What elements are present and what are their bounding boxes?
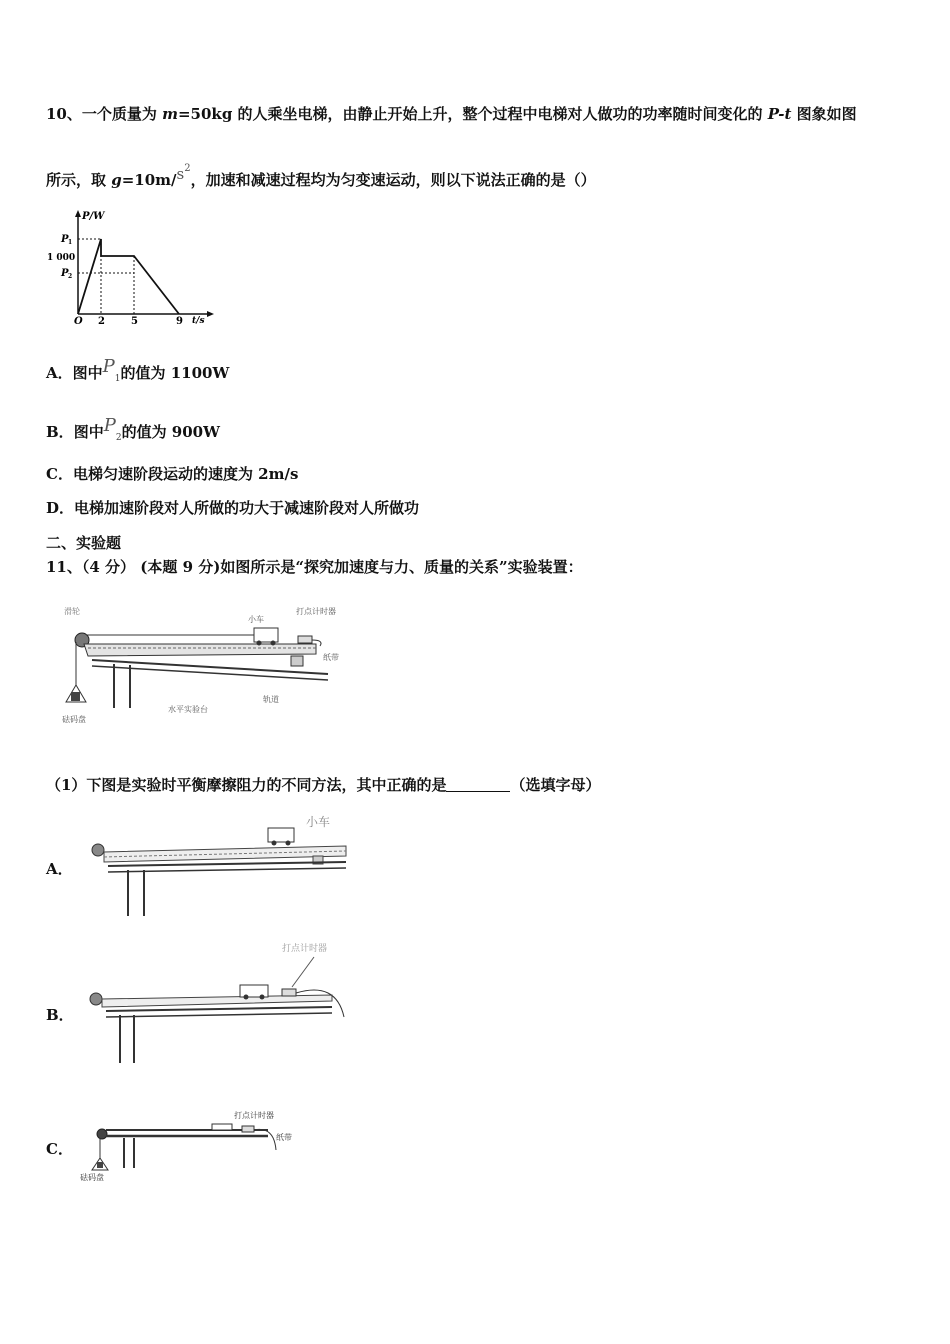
q11-option-c-label: C． bbox=[46, 1140, 73, 1158]
cart-wheel-1 bbox=[272, 841, 277, 846]
y-axis-label: P/W bbox=[82, 211, 105, 222]
tick-5: 5 bbox=[131, 316, 138, 326]
option-b-pre: 图中 bbox=[73, 423, 104, 441]
cart-icon bbox=[254, 628, 278, 642]
pt-graph bbox=[44, 206, 224, 326]
q11-option-a-label: A． bbox=[46, 860, 73, 878]
section-title: 二、实验题 bbox=[46, 534, 122, 552]
option-a-pre: 图中 bbox=[72, 364, 103, 382]
y-axis-arrow bbox=[75, 210, 81, 217]
origin-label: O bbox=[74, 316, 83, 326]
q10-text-e: =10m/ bbox=[121, 171, 177, 189]
label-cart: 小车 bbox=[306, 815, 331, 829]
option-a-post: 的值为 1100W bbox=[120, 364, 230, 382]
answer-blank[interactable] bbox=[446, 777, 510, 792]
option-c-figure bbox=[78, 1104, 308, 1186]
x-axis-arrow bbox=[207, 311, 214, 317]
label-pulley: 滑轮 bbox=[64, 607, 80, 616]
cart-wheel-2 bbox=[260, 995, 265, 1000]
q10-option-c bbox=[46, 463, 298, 484]
cart-wheel-2 bbox=[271, 641, 276, 646]
option-b-var: P bbox=[103, 415, 116, 436]
wedge bbox=[291, 656, 303, 666]
q10-text-c: 图象如图 bbox=[791, 105, 857, 123]
cart-wheel-1 bbox=[257, 641, 262, 646]
label-weight: 砝码盘 bbox=[80, 1173, 104, 1182]
timer-icon bbox=[298, 636, 312, 643]
apparatus-figure bbox=[58, 600, 358, 730]
q10-s-unit: s bbox=[176, 165, 185, 183]
option-b-figure bbox=[86, 935, 366, 1067]
q11-sub1 bbox=[46, 774, 600, 795]
cart-icon bbox=[212, 1124, 232, 1130]
q10-text-f: ，加速和减速过程均为匀变速运动，则以下说法正确的是（） bbox=[190, 171, 596, 189]
option-b-post: 的值为 900W bbox=[121, 423, 220, 441]
cart-wheel-2 bbox=[286, 841, 291, 846]
pulley-icon bbox=[92, 844, 104, 856]
p1-sub: 1 bbox=[68, 239, 73, 246]
q10-mass-var: m bbox=[162, 105, 178, 123]
weight-icon bbox=[71, 692, 80, 701]
q10-pt-var: P-t bbox=[767, 105, 792, 123]
tick-9: 9 bbox=[176, 316, 183, 326]
option-a-var: P bbox=[102, 356, 115, 377]
track bbox=[102, 995, 332, 1007]
q10-option-d bbox=[46, 497, 419, 518]
p2-label: P bbox=[61, 268, 69, 279]
power-curve bbox=[78, 239, 179, 314]
option-c-label: C． bbox=[46, 465, 73, 483]
label-timer: 打点计时器 bbox=[296, 607, 336, 616]
sub1-text-a: （1）下图是实验时平衡摩擦阻力的不同方法，其中正确的是 bbox=[46, 776, 447, 794]
q11-number: 11、 bbox=[46, 558, 82, 576]
bench-top bbox=[108, 862, 346, 866]
option-c-text: 电梯匀速阶段运动的速度为 2m/s bbox=[72, 465, 299, 483]
weight-icon bbox=[97, 1162, 103, 1168]
bench-top-2 bbox=[92, 666, 328, 680]
cart-wheel-1 bbox=[244, 995, 249, 1000]
tick-2: 2 bbox=[98, 316, 105, 326]
p1000-label: 1 000 bbox=[47, 253, 76, 263]
cart-icon bbox=[240, 985, 268, 997]
q11-text: (本题 9 分)如图所示是“探究加速度与力、质量的关系”实验装置： bbox=[135, 558, 583, 576]
label-timer: 打点计时器 bbox=[234, 1111, 274, 1120]
tape bbox=[254, 1129, 276, 1150]
option-d-text: 电梯加速阶段对人所做的功大于减速阶段对人所做功 bbox=[74, 499, 420, 517]
pulley-icon bbox=[90, 993, 102, 1005]
q11-line bbox=[46, 556, 583, 577]
timer-pointer bbox=[292, 957, 314, 987]
option-a-figure bbox=[88, 810, 358, 920]
q11-option-b-label: B． bbox=[46, 1006, 74, 1024]
q10-line2 bbox=[46, 163, 596, 190]
option-b-sub: 2 bbox=[115, 433, 122, 443]
q10-option-b bbox=[46, 415, 220, 443]
q10-text-b: =50kg 的人乘坐电梯，由静止开始上升，整个过程中电梯对人做功的功率随时间变化的 bbox=[177, 105, 768, 123]
q10-text-a: 一个质量为 bbox=[81, 105, 163, 123]
option-d-label: D． bbox=[46, 499, 75, 517]
label-weight: 砝码盘 bbox=[62, 715, 86, 724]
timer-icon bbox=[242, 1126, 254, 1132]
label-tape: 纸带 bbox=[323, 653, 339, 662]
q11-score: （4 分） bbox=[81, 558, 136, 576]
label-tape: 纸带 bbox=[276, 1133, 292, 1142]
q10-number: 10、 bbox=[46, 105, 82, 123]
bench-top bbox=[106, 1007, 332, 1011]
bench-top-2 bbox=[106, 1013, 332, 1017]
cart-icon bbox=[268, 828, 294, 842]
label-cart: 小车 bbox=[248, 615, 264, 624]
q10-line1 bbox=[46, 103, 857, 124]
option-b-label: B． bbox=[46, 423, 74, 441]
timer-icon bbox=[282, 989, 296, 996]
option-a-sub: 1 bbox=[114, 374, 121, 384]
label-track: 轨道 bbox=[263, 695, 279, 704]
q10-s-exp: 2 bbox=[184, 163, 191, 174]
label-bench: 水平实验台 bbox=[168, 705, 208, 714]
q10-g-var: g bbox=[111, 171, 122, 189]
label-timer: 打点计时器 bbox=[282, 944, 328, 954]
sub1-text-b: （选填字母） bbox=[510, 776, 601, 794]
p2-sub: 2 bbox=[68, 273, 73, 280]
x-axis-label: t/s bbox=[192, 316, 205, 326]
track bbox=[84, 644, 316, 656]
pulley-icon bbox=[97, 1129, 107, 1139]
q10-option-a bbox=[46, 356, 229, 384]
p1-label: P bbox=[61, 234, 69, 245]
option-a-label: A． bbox=[46, 364, 73, 382]
q10-text-d: 所示，取 bbox=[46, 171, 112, 189]
